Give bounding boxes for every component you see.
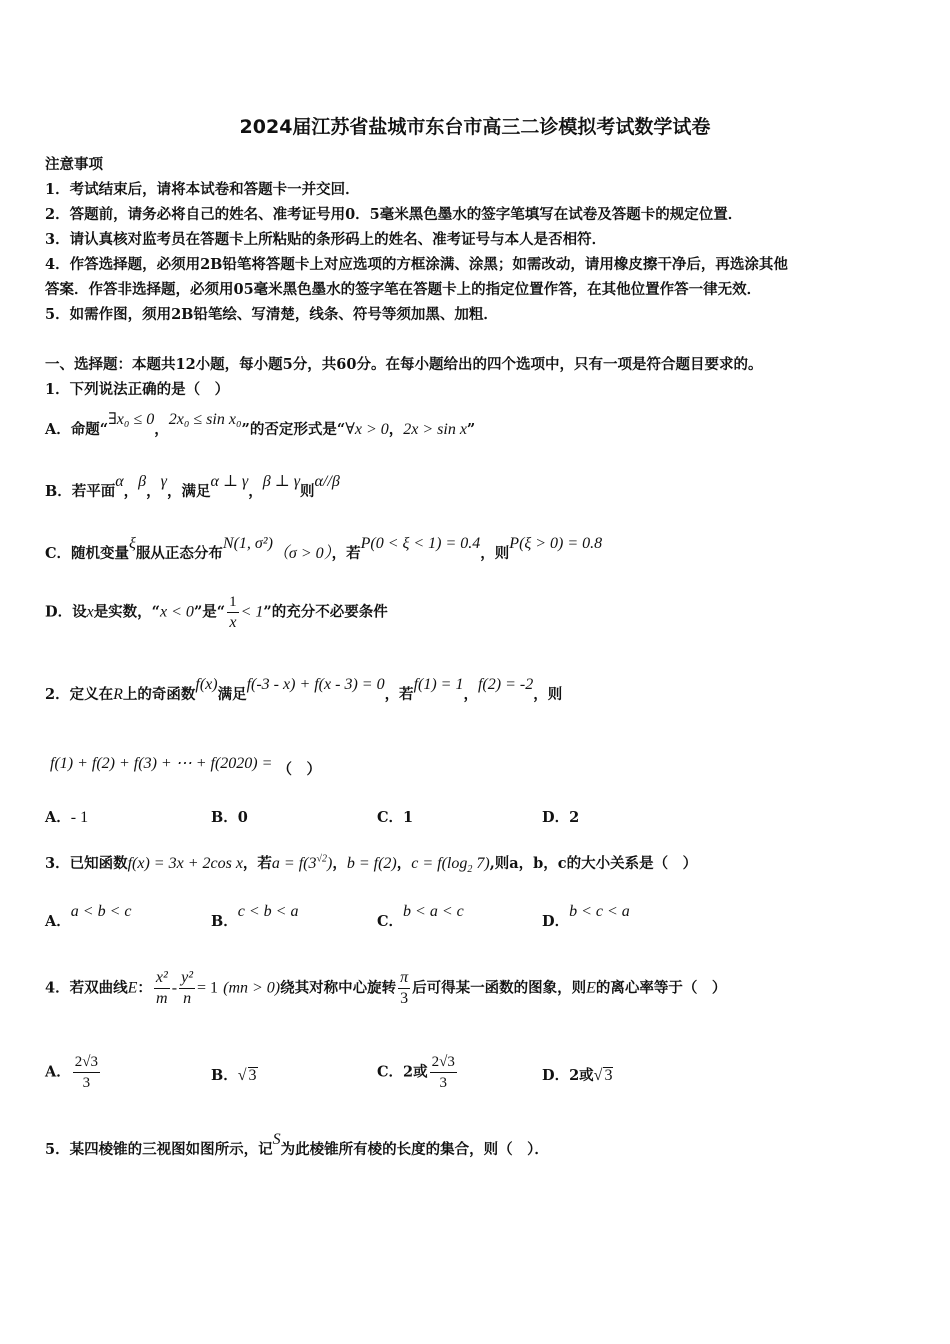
q2-option-a: A．- 1	[45, 809, 89, 826]
q3-option-b: B．c < b < a	[211, 903, 299, 930]
q2-option-d: D．2	[542, 809, 580, 826]
q2-stem: 2．定义在R上的奇函数f(x)满足f(-3 - x) + f(x - 3) = 0，若f(1) = 1，f(2) = -2，则	[45, 676, 563, 703]
notice-item-4-cont: 答案．作答非选择题，必须用05毫米黑色墨水的签字笔在答题卡上的指定位置作答，在其他位置作答一律无效．	[45, 281, 762, 298]
q5-stem: 5．某四棱锥的三视图如图所示，记S为此棱锥所有棱的长度的集合，则（ ）．	[45, 1131, 549, 1158]
q1-option-b: B．若平面α，β，γ，满足α ⊥ γ，β ⊥ γ则α//β	[45, 473, 340, 500]
q4-option-a: A． $\frac{2√3}{3}$	[45, 1054, 98, 1091]
q1-option-a: A．命题“∃x₀ ≤ 0，2x₀ ≤ sin x₀”的否定形式是“∀x > 0，2x > sin x”	[45, 411, 476, 438]
q3-option-a: A．a < b < c	[45, 903, 132, 930]
notice-heading: 注意事项	[45, 156, 103, 173]
q4-option-d: D．2或√ 3	[542, 1067, 613, 1084]
q2-option-b: B．0	[211, 809, 248, 826]
q2-sum: f(1) + f(2) + f(3) + ⋯ + f(2020) = （ ）	[50, 755, 321, 778]
q2-option-c: C．1	[377, 809, 414, 826]
q1-stem: 1．下列说法正确的是（ ）	[45, 381, 230, 398]
section-heading: 一、选择题：本题共12小题，每小题5分，共60分。在每小题给出的四个选项中，只有一项是符合题目要求的。	[45, 356, 763, 373]
q3-option-d: D．b < c < a	[542, 903, 630, 930]
notice-item-1: 1．考试结束后，请将本试卷和答题卡一并交回．	[45, 181, 360, 198]
q4-stem: 4．若双曲线E： $\frac{\text{x²}}{m}$ - $\frac{\text{y²}}{n}$ = 1 (mn > 0)绕其对称中心旋转 $\frac{\pi}{3}$ 后可得某一函数的图象，则E的离心率等于（ ）	[45, 969, 727, 1007]
notice-item-5: 5．如需作图，须用2B铅笔绘、写清楚，线条、符号等须加黑、加粗．	[45, 306, 498, 323]
q1-option-c: C．随机变量ξ服从正态分布N(1, σ²)（σ > 0），若P(0 < ξ < 1) = 0.4，则P(ξ > 0) = 0.8	[45, 535, 603, 562]
q4-option-c: C．2或 $\frac{2√3}{3}$	[377, 1054, 455, 1091]
notice-item-4: 4．作答选择题，必须用2B铅笔将答题卡上对应选项的方框涂满、涂黑；如需改动，请用橡皮擦干净后，再选涂其他	[45, 256, 788, 273]
notice-item-3: 3．请认真核对监考员在答题卡上所粘贴的条形码上的姓名、准考证号与本人是否相符．	[45, 231, 607, 248]
notice-item-2: 2．答题前，请务必将自己的姓名、准考证号用0．5毫米黑色墨水的签字笔填写在试卷及答题卡的规定位置．	[45, 206, 743, 223]
q4-option-b: B．√ 3	[211, 1067, 257, 1084]
exam-title: 2024届江苏省盐城市东台市高三二诊模拟考试数学试卷	[239, 116, 711, 138]
q1-option-d: D．设x是实数，“x < 0”是“ $\frac{1}{x}$ < 1”的充分不必要条件	[45, 594, 388, 631]
q3-option-c: C．b < a < c	[377, 903, 464, 930]
q3-stem: 3．已知函数f(x) = 3x + 2cos x，若$a = f(3^{√2})$，b = f(2)，$c = f(\log_2$ 7),则a，b，c的大小关系是（ ）	[45, 853, 698, 876]
fraction: $\frac{1}{x}$	[229, 594, 237, 631]
